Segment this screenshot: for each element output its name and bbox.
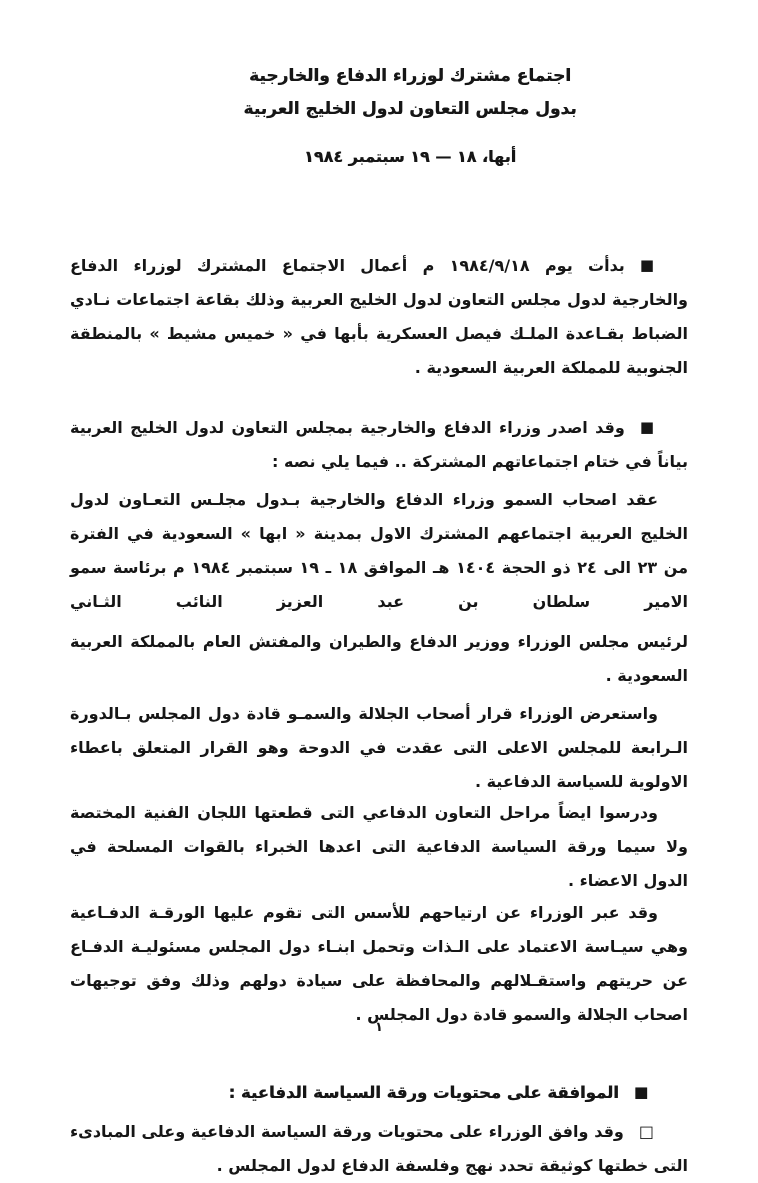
- paragraph-text: واستعرض الوزراء قرار أصحاب الجلالة والسمـو قادة دول المجلس بـالدورة الـرابعة للمجلس الاعلى التى عقدت في الدوحة وهو القرار المتعلق باعطاء الاولوية للسياسة الدفاعية .: [70, 704, 688, 791]
- document-title-line2: بدول مجلس التعاون لدول الخليج العربية: [243, 99, 577, 119]
- document-body: [70, 249, 688, 1183]
- hollow-square-bullet-icon: □: [638, 1122, 654, 1141]
- document-date: أبها، ١٨ — ١٩ سبتمبر ١٩٨٤: [303, 147, 517, 166]
- document-title-line1: اجتماع مشترك لوزراء الدفاع والخارجية: [249, 66, 571, 86]
- body-paragraph: [70, 896, 688, 1032]
- body-paragraph: [70, 249, 688, 385]
- body-paragraph: [70, 483, 688, 619]
- paragraph-text: عقد اصحاب السمو وزراء الدفاع والخارجية بـدول مجلـس التعـاون لدول الخليج العربية اجتماعهم المشترك الاول بمدينة « ابها » السعودية في الفترة من ٢٣ الى ٢٤ ذو الحجة ١٤٠٤ هـ الموافق ١٨ ـ ١٩ سبتمبر ١٩٨٤ م برئاسة سمو الامير سلطان بن عبد العزيز النائب الثـاني: [70, 490, 689, 611]
- paragraph-text: وقد عبر الوزراء عن ارتياحهم للأسس التى تقوم عليها الورقـة الدفـاعية وهي سيـاسة الاعتماد على الـذات وتحمل ابنـاء دول المجلس مسئوليـة الدفـاع عن حريتهم واستقـلالهم والمحافظة على سيادة دولهم وذلك وفق توجيهات اصحاب الجلالة والسمو قادة دول المجلس .: [70, 903, 688, 1024]
- body-paragraph: [70, 1115, 688, 1183]
- body-paragraph: [70, 625, 688, 693]
- paragraph-text: لرئيس مجلس الوزراء ووزير الدفاع والطيران والمفتش العام بالمملكة العربية السعودية .: [70, 632, 688, 685]
- filled-square-bullet-icon: ■: [639, 418, 654, 436]
- paragraph-text: الموافقة على محتويات ورقة السياسة الدفاعية :: [228, 1083, 619, 1102]
- filled-square-bullet-icon: ■: [639, 256, 654, 274]
- page-number: ١: [375, 1020, 383, 1035]
- document-header: [132, 60, 688, 173]
- filled-square-bullet-icon: ■: [633, 1083, 648, 1101]
- paragraph-text: ودرسوا ايضاً مراحل التعاون الدفاعي التى قطعتها اللجان الفنية المختصة ولا سيما ورقة السياسة الدفاعية التى اعدها الخبراء بالقوات المسلحة في الدول الاعضاء .: [70, 803, 688, 890]
- body-paragraph: [70, 411, 688, 479]
- paragraph-text: وقد وافق الوزراء على محتويات ورقة السياسة الدفاعية وعلى المبادىء التى خطتها كوثيقة تحدد نهج وفلسفة الدفاع لدول المجلس .: [70, 1122, 688, 1175]
- body-paragraph: [70, 697, 688, 799]
- paragraph-text: وقد اصدر وزراء الدفاع والخارجية بمجلس التعاون لدول الخليج العربية بياناً في ختام اجتماعاتهم المشتركة .. فيما يلي نصه :: [70, 418, 688, 471]
- paragraph-text: بدأت يوم ١٩٨٤/٩/١٨ م أعمال الاجتماع المشترك لوزراء الدفاع والخارجية لدول مجلس التعاون لدول الخليج العربية وذلك بقاعة اجتماعات نـادي الضباط بقـاعدة الملـك فيصل العسكرية بأبها في « خميس مشيط » بالمنطقة الجنوبية للمملكة العربية السعودية .: [70, 256, 688, 377]
- body-paragraph: [70, 796, 688, 898]
- section-heading: [70, 1076, 688, 1110]
